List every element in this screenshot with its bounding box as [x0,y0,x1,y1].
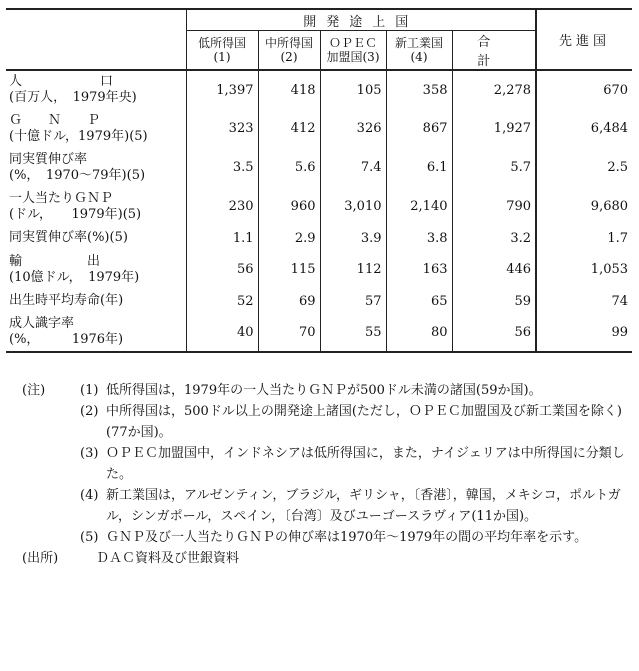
notes-section [22,380,632,569]
table-cell: 3.5 [186,148,258,187]
table-row [6,313,632,352]
developing-countries-header: 開発途上国 [186,9,536,31]
table-cell: 323 [186,109,258,148]
table-cell: 670 [536,70,632,109]
total-header: 合 計 [452,31,536,71]
source-text: ＤＡＣ資料及び世銀資料 [96,551,240,566]
table-cell: 52 [186,289,258,313]
table-cell: 230 [186,187,258,226]
table-cell: 3,010 [320,187,386,226]
note-item [22,380,632,401]
table-cell: 105 [320,70,386,109]
table-cell: 326 [320,109,386,148]
row-label: 出生時平均寿命(年) [6,289,186,313]
note-number: (3) [80,446,99,461]
source-line [22,548,632,569]
row-label: 人 口 (百万人， 1979年央) [6,70,186,109]
table-cell: 5.6 [258,148,320,187]
statistics-table [6,8,632,353]
advanced-countries-header: 先進国 [536,9,632,70]
table-cell: 56 [452,313,536,352]
row-label: 成人識字率 (%， 1976年) [6,313,186,352]
note-text: 低所得国は，1979年の一人当たりＧＮＰが500ドル未満の諸国(59か国)。 [106,383,542,398]
note-item [22,401,632,443]
corner-cell [6,9,186,70]
table-cell: 1.1 [186,226,258,250]
note-number: (1) [80,383,99,398]
table-cell: 358 [386,70,452,109]
row-label: 同実質伸び率(%)(5) [6,226,186,250]
table-row [6,289,632,313]
table-cell: 59 [514,293,532,309]
table-cell: 3.8 [386,226,452,250]
table-cell: 2,278 [493,82,532,98]
note-text: ＯＰＥＣ加盟国中，インドネシアは低所得国に，また，ナイジェリアは中所得国に分類した。 [106,446,625,482]
note-text: 中所得国は，500ドル以上の開発途上諸国(ただし，ＯＰＥＣ加盟国及び新工業国を除く)(77か国)。 [106,404,622,440]
note-item [22,527,632,548]
table-cell: 867 [386,109,452,148]
table-cell: 70 [258,313,320,352]
table-row [6,148,632,187]
opec-header: ＯＰＥＣ 加盟国(3) [320,31,386,71]
table-cell: 7.4 [320,148,386,187]
note-item [22,443,632,485]
table-cell: 56 [186,250,258,289]
row-label: 一人当たりＧＮＰ (ドル， 1979年)(5) [6,187,186,226]
table-cell: 2,140 [386,187,452,226]
table-cell: 99 [536,313,632,352]
source-label: (出所) [22,551,59,566]
table-cell: 446 [506,262,532,277]
table-cell: 2.9 [258,226,320,250]
low-income-header: 低所得国 (1) [186,31,258,71]
row-label: 同実質伸び率 (%， 1970～79年)(5) [6,148,186,187]
table-row [6,70,632,109]
table-cell: 115 [258,250,320,289]
table-cell: 112 [320,250,386,289]
table-cell: 6.1 [386,148,452,187]
table-cell: 960 [258,187,320,226]
table-cell: 74 [536,289,632,313]
note-number: (2) [80,404,99,419]
notes-prefix: (注) [22,383,46,398]
table-cell: 418 [258,70,320,109]
table-cell: 163 [386,250,452,289]
note-number: (4) [80,488,99,503]
table-cell: 3.9 [320,226,386,250]
note-text: 新工業国は，アルゼンティン，ブラジル，ギリシャ，〔香港〕，韓国，メキシコ，ポルトガル，シンガポール，スペイン，〔台湾〕及びユーゴースラヴィア(11か国)。 [106,488,621,524]
table-cell: 40 [186,313,258,352]
note-text: ＧＮＰ及び一人当たりＧＮＰの伸び率は1970年～1979年の間の平均年率を示す。 [106,530,588,545]
table-row [6,250,632,289]
table-cell: 65 [386,289,452,313]
table-cell: 5.7 [510,160,532,175]
table-cell: 80 [386,313,452,352]
table-cell: 6,484 [536,109,632,148]
table-cell: 1.7 [536,226,632,250]
table-cell: 1,053 [536,250,632,289]
table-cell: 412 [258,109,320,148]
table-cell: 1,927 [493,121,532,136]
table-cell: 790 [506,199,532,214]
table-cell: 2.5 [536,148,632,187]
row-label: 輸 出 (10億ドル， 1979年) [6,250,186,289]
table-cell: 1,397 [186,70,258,109]
table-cell: 3.2 [510,230,532,246]
note-item [22,485,632,527]
table-cell: 9,680 [536,187,632,226]
table-row [6,226,632,250]
middle-income-header: 中所得国 (2) [258,31,320,71]
table-cell: 57 [320,289,386,313]
row-label: Ｇ Ｎ Ｐ (十億ドル，1979年)(5) [6,109,186,148]
table-cell: 55 [320,313,386,352]
newly-industrialized-header: 新工業国 (4) [386,31,452,71]
table-row [6,187,632,226]
table-cell: 69 [258,289,320,313]
note-number: (5) [80,530,99,545]
table-row [6,109,632,148]
